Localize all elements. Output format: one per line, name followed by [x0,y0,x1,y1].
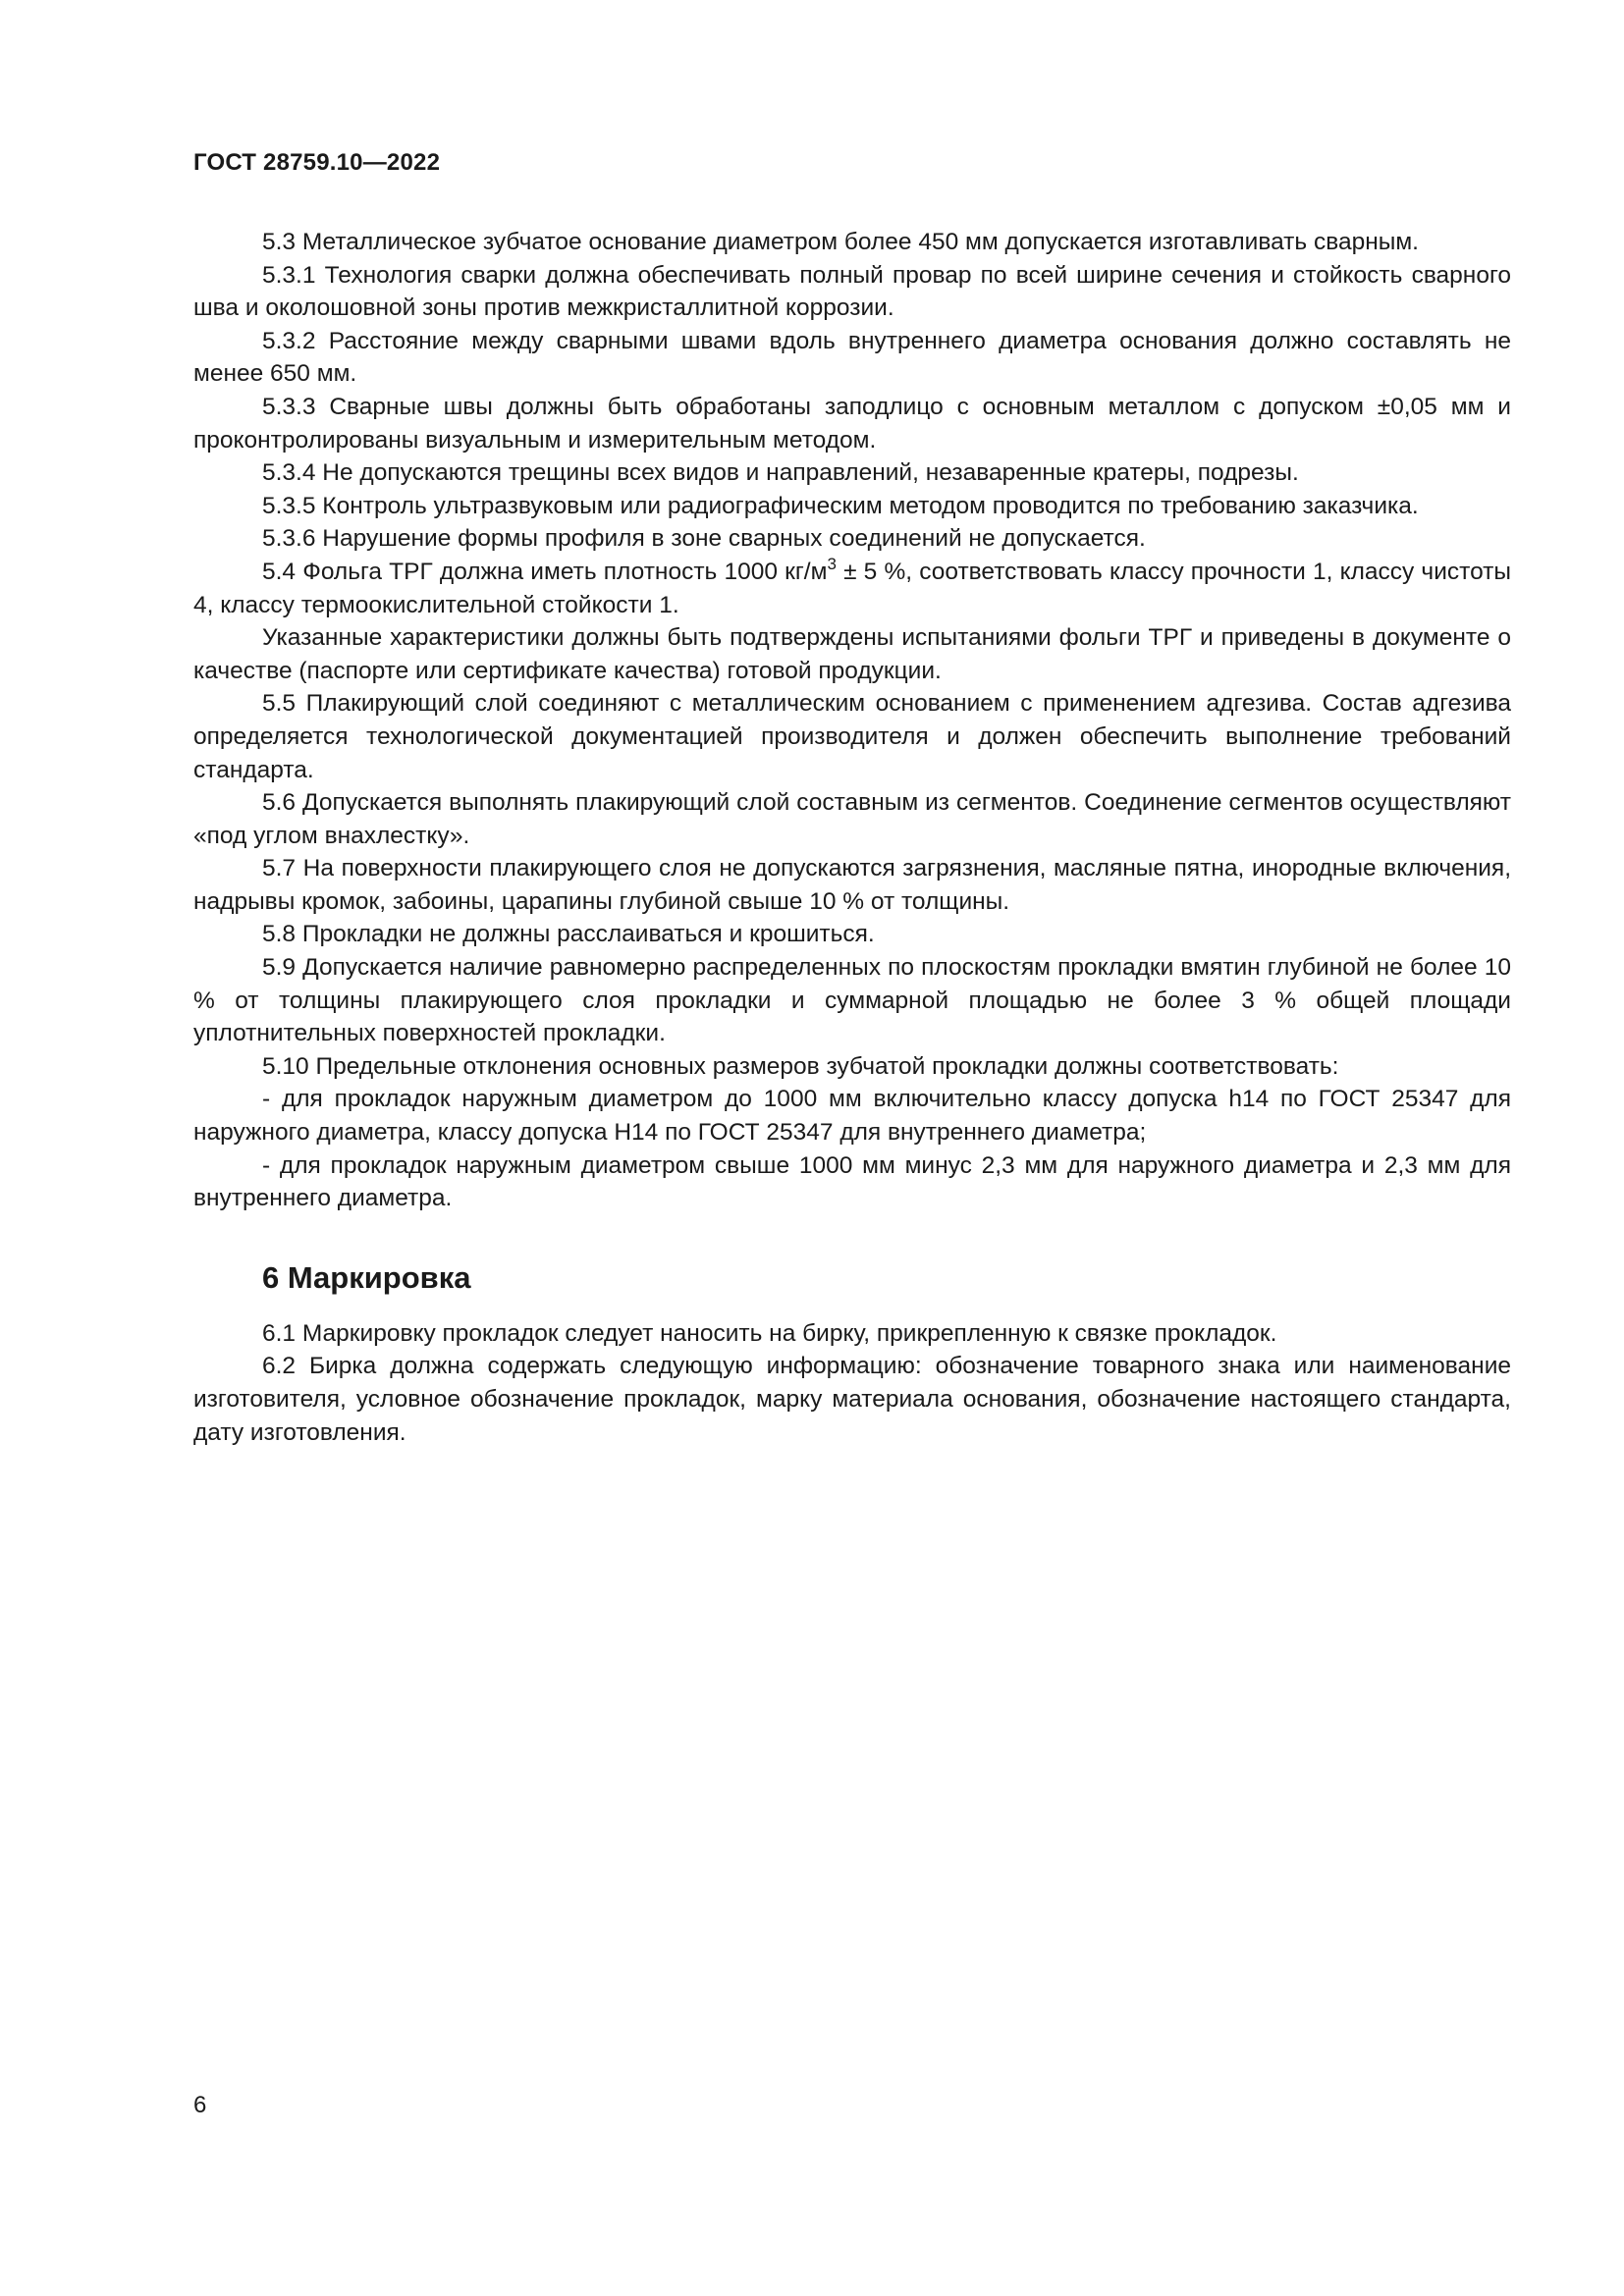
paragraph-5-6: 5.6 Допускается выполнять плакирующий слой составным из сегментов. Соединение сегментов осуществляют «под углом внахлестку». [193,789,1511,849]
paragraph-5-3-4: 5.3.4 Не допускаются трещины всех видов и направлений, незаваренные кратеры, подрезы. [262,459,1299,487]
paragraph-5-4-text-end: ± 5 %, соответствовать классу прочности 1, классу чистоты 4, классу термоокислительной стойкости 1. [193,558,1511,618]
paragraph-5-3: 5.3 Металлическое зубчатое основание диаметром более 450 мм допускается изготавливать сварным. [262,229,1419,255]
paragraph-5-3-1: 5.3.1 Технология сварки должна обеспечивать полный провар по всей ширине сечения и стойкость сварного шва и околошовной зоны против межкристаллитной коррозии. [193,261,1511,322]
document-header: ГОСТ 28759.10—2022 [193,149,441,176]
paragraph-5-3-6: 5.3.6 Нарушение формы профиля в зоне сварных соединений не допускается. [262,525,1146,553]
paragraph-6-1: 6.1 Маркировку прокладок следует наносить на бирку, прикрепленную к связке прокладок. [262,1319,1277,1347]
paragraph-6-2: 6.2 Бирка должна содержать следующую информацию: обозначение товарного знака или наименование изготовителя, условное обозначение прокладок, марку материала основания, обозначение настоящего стандарта, дату изготовления. [193,1353,1511,1446]
paragraph-5-5: 5.5 Плакирующий слой соединяют с металлическим основанием с применением адгезива. Состав адгезива определяется технологической документацией производителя и должен обеспечить выполнение требований стандарта. [193,690,1511,783]
list-item: - для прокладок наружным диаметром свыше 1000 мм минус 2,3 мм для наружного диаметра и 2,3 мм для внутреннего диаметра. [193,1151,1511,1212]
list-item: - для прокладок наружным диаметром до 1000 мм включительно классу допуска h14 по ГОСТ 25347 для наружного диаметра, классу допуска Н14 по ГОСТ 25347 для внутреннего диаметра; [193,1086,1511,1147]
paragraph-5-3-2: 5.3.2 Расстояние между сварными швами вдоль внутреннего диаметра основания должно составлять не менее 650 мм. [193,327,1511,388]
section-title: 6 Маркировка [262,1259,471,1295]
page-content [193,226,1511,1449]
superscript-cubed: 3 [827,554,837,573]
paragraph-5-3-5: 5.3.5 Контроль ультразвуковым или радиографическим методом проводится по требованию заказчика. [262,492,1419,519]
paragraph-5-4 [193,556,1511,621]
page-number: 6 [193,2092,207,2118]
paragraph-5-9: 5.9 Допускается наличие равномерно распределенных по плоскостям прокладки вмятин глубиной не более 10 % от толщины плакирующего слоя прокладки и суммарной площадью не более 3 % общей площади уплотнительных поверхностей прокладки. [193,954,1511,1047]
paragraph-5-7: 5.7 На поверхности плакирующего слоя не допускаются загрязнения, масляные пятна, инородные включения, надрывы кромок, забоины, царапины глубиной свыше 10 % от толщины. [193,855,1511,915]
paragraph-5-10: 5.10 Предельные отклонения основных размеров зубчатой прокладки должны соответствовать: [262,1052,1339,1080]
paragraph-5-4-note: Указанные характеристики должны быть подтверждены испытаниями фольги ТРГ и приведены в документе о качестве (паспорте или сертификате качества) готовой продукции. [193,624,1511,684]
paragraph-5-3-3: 5.3.3 Сварные швы должны быть обработаны заподлицо с основным металлом с допуском ±0,05 мм и проконтролированы визуальным и измерительным методом. [193,393,1511,454]
paragraph-5-8: 5.8 Прокладки не должны расслаиваться и крошиться. [262,921,875,948]
paragraph-5-4-text: 5.4 Фольга ТРГ должна иметь плотность 1000 кг/м [262,558,828,585]
